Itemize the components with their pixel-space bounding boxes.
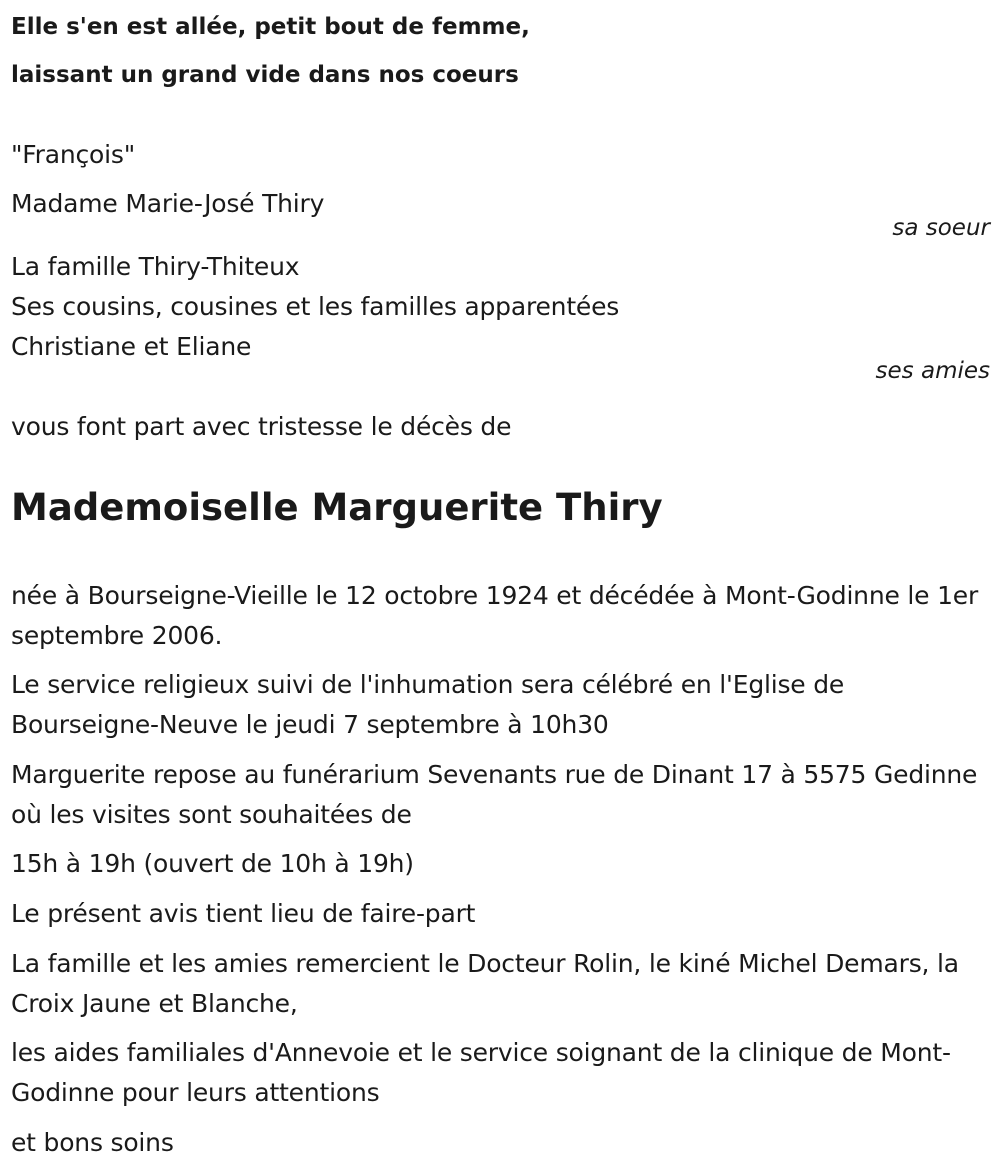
intro-line-1: Elle s'en est allée, petit bout de femme,	[11, 14, 530, 40]
intro-line-2: laissant un grand vide dans nos coeurs	[11, 62, 519, 88]
thanks-paragraph-1: La famille et les amies remercient le Docteur Rolin, le kiné Michel Demars, la Croix Jaune et Blanche,	[11, 949, 959, 1018]
service-paragraph: Le service religieux suivi de l'inhumation sera célébré en l'Eglise de Bourseigne-Neuve le jeudi 7 septembre à 10h30	[11, 670, 845, 739]
visiting-hours: 15h à 19h (ouvert de 10h à 19h)	[11, 849, 414, 878]
notice-line: Le présent avis tient lieu de faire-part	[11, 899, 476, 928]
deceased-name: Mademoiselle Marguerite Thiry	[11, 486, 663, 529]
nickname: "François"	[11, 140, 136, 169]
friends-role: ses amies	[875, 358, 990, 384]
announcement-line: vous font part avec tristesse le décès de	[11, 412, 512, 441]
family-name: La famille Thiry-Thiteux	[11, 252, 300, 281]
sister-name: Madame Marie-José Thiry	[11, 189, 325, 218]
birth-death-paragraph: née à Bourseigne-Vieille le 12 octobre 1924 et décédée à Mont-Godinne le 1er septembre 2006.	[11, 581, 979, 650]
funerarium-paragraph: Marguerite repose au funérarium Sevenants rue de Dinant 17 à 5575 Gedinne où les visites sont souhaitées de	[11, 760, 978, 829]
cousins-line: Ses cousins, cousines et les familles apparentées	[11, 292, 620, 321]
thanks-paragraph-3: et bons soins	[11, 1128, 174, 1157]
thanks-paragraph-2: les aides familiales d'Annevoie et le service soignant de la clinique de Mont-Godinne pour leurs attentions	[11, 1038, 951, 1107]
sister-role: sa soeur	[892, 215, 990, 241]
friends-names: Christiane et Eliane	[11, 332, 252, 361]
